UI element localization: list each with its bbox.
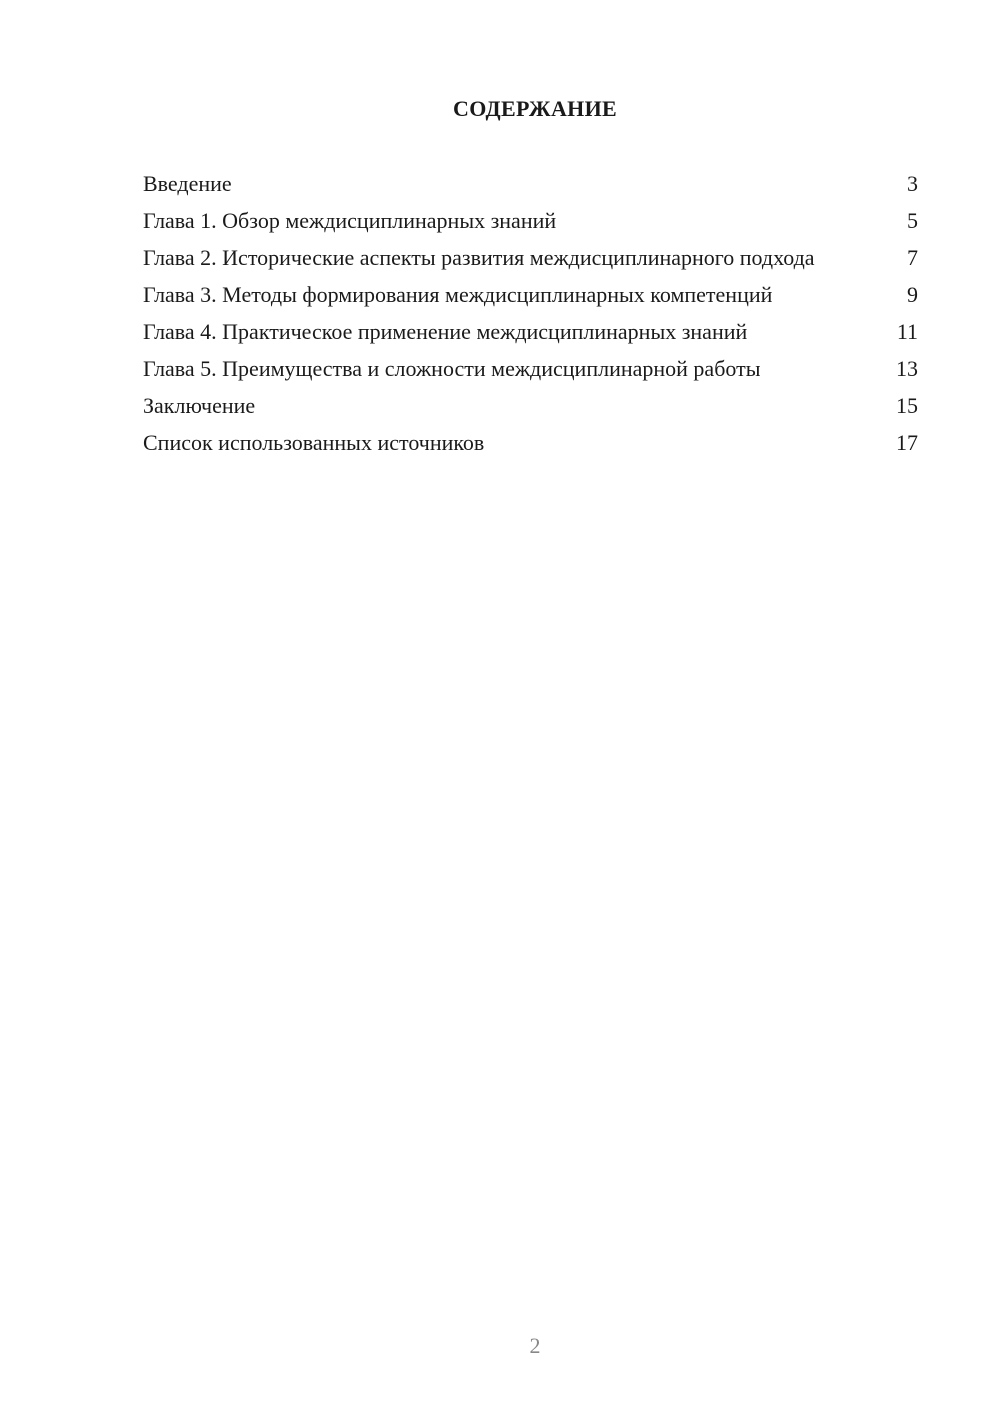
page-number: 2 [529, 1333, 541, 1358]
toc-entry-label: Заключение [143, 393, 256, 418]
toc-entry-label: Глава 3. Методы формирования междисциплинарных компетенций [143, 282, 773, 307]
toc-entry-page: 17 [896, 430, 918, 455]
toc-entry-page: 5 [907, 208, 918, 233]
toc-entry-references[interactable] [143, 429, 918, 456]
toc-entry-chapter-2[interactable] [143, 244, 918, 271]
toc-entry-page: 13 [896, 356, 918, 381]
toc-entry-label: Введение [143, 171, 232, 196]
toc-entry-page: 7 [907, 245, 918, 270]
toc-title: СОДЕРЖАНИЕ [453, 96, 617, 121]
toc-entry-label: Глава 5. Преимущества и сложности междисциплинарной работы [143, 356, 761, 381]
toc-entry-label: Глава 1. Обзор междисциплинарных знаний [143, 208, 557, 233]
toc-entry-chapter-4[interactable] [143, 318, 918, 345]
table-of-contents [143, 170, 918, 466]
toc-entry-label: Глава 2. Исторические аспекты развития междисциплинарного подхода [143, 245, 815, 270]
toc-entry-conclusion[interactable] [143, 392, 918, 419]
toc-entry-chapter-3[interactable] [143, 281, 918, 308]
toc-entry-page: 15 [896, 393, 918, 418]
toc-entry-page: 3 [907, 171, 918, 196]
toc-entry-chapter-1[interactable] [143, 207, 918, 234]
toc-entry-chapter-5[interactable] [143, 355, 918, 382]
toc-entry-introduction[interactable] [143, 170, 918, 197]
toc-entry-page: 9 [907, 282, 918, 307]
toc-entry-page: 11 [896, 319, 918, 344]
toc-entry-label: Список использованных источников [143, 430, 485, 455]
toc-entry-label: Глава 4. Практическое применение междисциплинарных знаний [143, 319, 748, 344]
